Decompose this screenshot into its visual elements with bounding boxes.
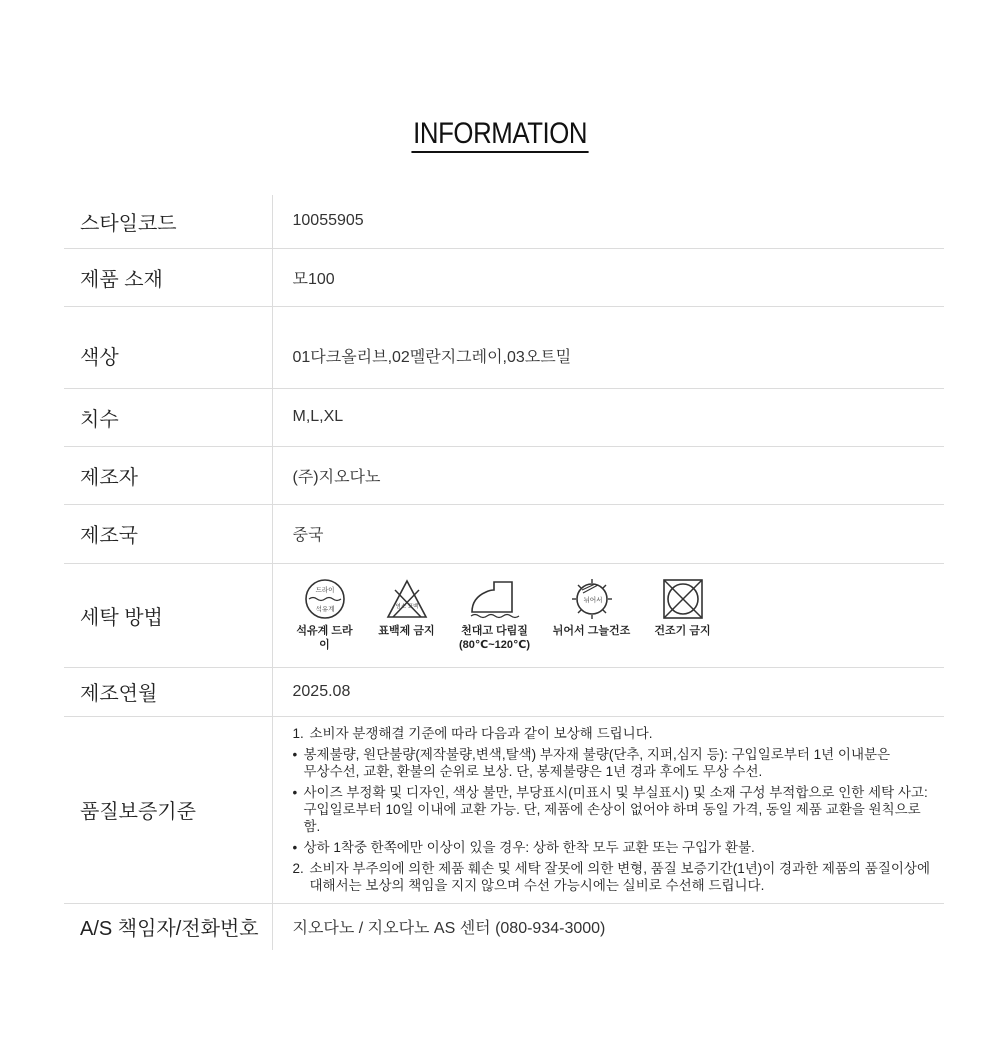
- row-label: A/S 책임자/전화번호: [80, 918, 259, 941]
- dry-clean-inner-top: 드라이: [315, 586, 334, 594]
- row-label: 제품 소재: [64, 248, 272, 306]
- item-text: 소비자 부주의에 의한 제품 훼손 및 세탁 잘못에 의한 변형, 품질 보증기간(1년)이 경과한 제품의 품질이상에 대해서는 보상의 책임을 지지 않으며 수선 가능시에는 실비로 수선해 드립니다.: [309, 861, 930, 893]
- row-value: (주)지오다노: [272, 446, 944, 504]
- row-label: 제조자: [64, 446, 272, 504]
- bullet-mark: •: [292, 840, 298, 855]
- row-value: 모100: [272, 248, 944, 306]
- row-value: M,L,XL: [272, 388, 944, 446]
- bullet-text: 상하 1착중 한쪽에만 이상이 있을 경우: 상하 한착 모두 교환 또는 구입가 환불.: [303, 840, 755, 855]
- row-label: 제조국: [64, 504, 272, 563]
- table-row: [64, 504, 944, 563]
- quality-text: [293, 725, 944, 894]
- table-row: [64, 667, 944, 716]
- dry-clean-petroleum-icon: [303, 578, 347, 620]
- row-label: 제조연월: [64, 667, 272, 716]
- table-row: [64, 388, 944, 446]
- table-row: [64, 306, 944, 388]
- washing-icons: [293, 578, 944, 652]
- row-label: 색상: [64, 306, 272, 388]
- wash-caption: 표백제 금지: [378, 625, 435, 637]
- row-label: 치수: [64, 388, 272, 446]
- wash-item: [551, 578, 633, 638]
- wash-item: [293, 578, 357, 652]
- wash-item: [651, 578, 715, 638]
- washing-icons-cell: [272, 563, 944, 667]
- row-label: 스타일코드: [64, 195, 272, 248]
- iron-cloth-icon: [468, 578, 522, 620]
- wash-item: [375, 578, 439, 638]
- row-value: 01다크올리브,02멜란지그레이,03오트밀: [272, 306, 944, 388]
- wash-caption: 뉘어서 그늘건조: [552, 625, 631, 637]
- table-row: [64, 446, 944, 504]
- item-number: 1.: [292, 726, 304, 741]
- wash-caption: 천대고 다림질 (80℃~120℃): [459, 625, 530, 651]
- no-bleach-icon: [385, 578, 429, 620]
- wash-caption: 석유계 드라이: [296, 625, 353, 651]
- bullet-mark: •: [292, 785, 298, 800]
- row-value: 2025.08: [272, 667, 944, 716]
- wash-caption: 건조기 금지: [654, 625, 711, 637]
- table-row: [64, 563, 944, 667]
- page-title: INFORMATION: [411, 118, 588, 153]
- no-bleach-inner: 염소 표백: [394, 604, 419, 610]
- quality-item-2: [293, 860, 932, 894]
- quality-bullet: [293, 746, 932, 780]
- quality-bullet: [293, 839, 932, 856]
- table-row: [64, 248, 944, 306]
- info-table: [64, 195, 944, 950]
- bullet-text: 봉제불량, 원단불량(제작불량,변색,탈색) 부자재 불량(단추, 지퍼,심지 등): 구입일로부터 1년 이내분은 무상수선, 교환, 환불의 순위로 보상. 단, 봉제불량은 1년 경과 후에도 무상 수선.: [303, 747, 891, 779]
- flat-dry-inner: 뉘어서: [583, 596, 602, 604]
- no-tumble-dry-icon: [661, 578, 705, 620]
- quality-cell: [272, 716, 944, 903]
- row-value: 지오다노 / 지오다노 AS 센터 (080-934-3000): [272, 903, 944, 950]
- row-value: 10055905: [272, 195, 944, 248]
- quality-item-1: [293, 725, 932, 742]
- table-row: [64, 903, 944, 950]
- page-title-wrap: [0, 118, 1000, 153]
- item-number: 2.: [292, 861, 304, 876]
- flat-dry-shade-icon: [570, 578, 614, 620]
- wash-item: [457, 578, 533, 652]
- row-label: 품질보증기준: [64, 716, 272, 903]
- table-row: [64, 195, 944, 248]
- item-text: 소비자 분쟁해결 기준에 따라 다음과 같이 보상해 드립니다.: [309, 726, 653, 741]
- bullet-mark: •: [292, 747, 298, 762]
- bullet-text: 사이즈 부정확 및 디자인, 색상 불만, 부당표시(미표시 및 부실표시) 및 소재 구성 부적합으로 인한 세탁 사고: 구입일로부터 10일 이내에 교환 가능. 단, 제품에 손상이 없어야 하며 동일 가격, 동일 제품 교환을 원칙으로 함.: [303, 785, 928, 834]
- table-row: [64, 716, 944, 903]
- quality-bullet: [293, 784, 932, 835]
- row-label: 세탁 방법: [64, 563, 272, 667]
- dry-clean-inner-bottom: 석유계: [315, 605, 334, 613]
- row-value: 중국: [272, 504, 944, 563]
